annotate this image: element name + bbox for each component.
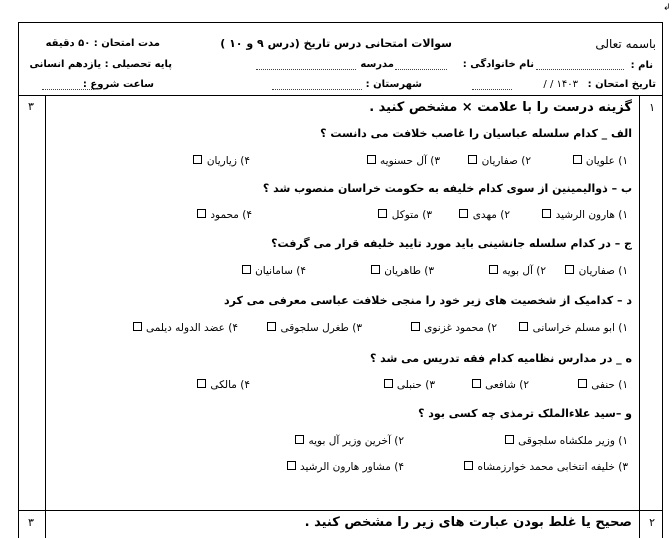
answer-option[interactable]: ۳) حنبلی	[384, 379, 435, 391]
answer-option[interactable]: ۳) آل حسنویه	[367, 155, 440, 167]
checkbox[interactable]	[459, 209, 468, 218]
answer-option[interactable]: ۲) صفاریان	[468, 155, 531, 167]
question-text: ج – در کدام سلسله جانشینی باید مورد تایید خلیفه قرار می گرفت؟	[271, 237, 632, 250]
section-title: گزینه درست را با علامت × مشخص کنید .	[369, 100, 632, 115]
start-time-blank[interactable]	[42, 89, 94, 90]
corner-mark: ↲	[663, 3, 671, 13]
checkbox[interactable]	[519, 322, 528, 331]
date-spacer-dots	[472, 89, 512, 90]
exam-sheet	[18, 22, 663, 538]
name-blank[interactable]	[536, 69, 624, 70]
exam-duration: مدت امتحان : ۵۰ دقیقه	[45, 38, 160, 49]
answer-option[interactable]: ۱) علویان	[573, 155, 628, 167]
checkbox[interactable]	[367, 155, 376, 164]
question-text: ب – ذوالیمینین از سوی کدام خلیفه به حکومت خراسان منصوب شد ؟	[262, 182, 632, 195]
answer-option[interactable]: ۴) سامانیان	[242, 265, 306, 277]
answer-option[interactable]: ۴) زیاریان	[193, 155, 250, 167]
question-text: و –سید علاءالملک ترمذی چه کسی بود ؟	[418, 407, 632, 420]
answer-option[interactable]: ۱) صفاریان	[565, 265, 628, 277]
answer-option[interactable]: ۱) هارون الرشید	[542, 209, 628, 221]
answer-option[interactable]: ۴) مشاور هارون الرشید	[287, 461, 404, 473]
city-label: شهرستان :	[365, 79, 422, 90]
answer-option[interactable]: ۴) عضد الدوله دیلمی	[133, 322, 238, 334]
answer-option[interactable]: ۴) مالکی	[197, 379, 250, 391]
question-text: الف _ کدام سلسله عباسیان را غاصب خلافت می دانست ؟	[320, 127, 632, 140]
checkbox[interactable]	[133, 322, 142, 331]
answer-option[interactable]: ۲) آل بویه	[489, 265, 546, 277]
number-column-divider	[639, 95, 640, 538]
city-blank[interactable]	[272, 89, 362, 90]
section-score: ۳	[28, 100, 34, 113]
checkbox[interactable]	[193, 155, 202, 164]
answer-option[interactable]: ۱) حنفی	[578, 379, 628, 391]
checkbox[interactable]	[464, 461, 473, 470]
section-score: ۳	[28, 516, 34, 529]
checkbox[interactable]	[468, 155, 477, 164]
start-time-label: ساعت شروع :	[82, 79, 154, 90]
checkbox[interactable]	[472, 379, 481, 388]
question-text: د – کدامیک از شخصیت های زیر خود را منجی خلافت عباسی معرفی می کرد	[224, 294, 632, 307]
checkbox[interactable]	[197, 379, 206, 388]
answer-option[interactable]: ۳) خلیفه انتخابی محمد خوارزمشاه	[464, 461, 628, 473]
answer-option[interactable]: ۱) ابو مسلم خراسانی	[519, 322, 628, 334]
checkbox[interactable]	[542, 209, 551, 218]
date-value: / / ۱۴۰۳	[543, 79, 578, 90]
checkbox[interactable]	[384, 379, 393, 388]
answer-option[interactable]: ۳) متوکل	[378, 209, 432, 221]
bismillah: باسمه تعالی	[595, 37, 656, 51]
answer-option[interactable]: ۲) مهدی	[459, 209, 510, 221]
checkbox[interactable]	[242, 265, 251, 274]
checkbox[interactable]	[578, 379, 587, 388]
question-text: ه _ در مدارس نظامیه کدام فقه تدریس می شد ؟	[369, 352, 632, 365]
checkbox[interactable]	[267, 322, 276, 331]
section-divider	[19, 510, 662, 511]
family-label: نام خانوادگی :	[462, 59, 534, 70]
answer-option[interactable]: ۱) وزیر ملکشاه سلجوقی	[505, 435, 628, 447]
section-title: صحیح یا غلط بودن عبارت های زیر را مشخص کنید .	[304, 515, 632, 530]
checkbox[interactable]	[295, 435, 304, 444]
school-blank[interactable]	[256, 69, 356, 70]
answer-option[interactable]: ۴) محمود	[197, 209, 252, 221]
date-label: تاریخ امتحان :	[587, 79, 656, 90]
school-label: مدرسه	[360, 59, 394, 70]
header-divider	[19, 95, 662, 96]
answer-option[interactable]: ۲) آخرین وزیر آل بویه	[295, 435, 404, 447]
name-label: نام :	[630, 60, 653, 71]
checkbox[interactable]	[411, 322, 420, 331]
checkbox[interactable]	[371, 265, 380, 274]
family-blank[interactable]	[395, 69, 447, 70]
checkbox[interactable]	[489, 265, 498, 274]
checkbox[interactable]	[505, 435, 514, 444]
grade-label: پایه تحصیلی : یازدهم انسانی	[29, 59, 172, 70]
answer-option[interactable]: ۳) طغرل سلجوقی	[267, 322, 362, 334]
score-column-divider	[45, 95, 46, 538]
exam-title: سوالات امتحانی درس تاریخ (درس ۹ و ۱۰ )	[220, 37, 452, 50]
checkbox[interactable]	[197, 209, 206, 218]
answer-option[interactable]: ۲) محمود غزنوی	[411, 322, 497, 334]
section-number: ۱	[649, 101, 655, 114]
section-number: ۲	[649, 516, 655, 529]
answer-option[interactable]: ۲) شافعی	[472, 379, 529, 391]
checkbox[interactable]	[565, 265, 574, 274]
checkbox[interactable]	[287, 461, 296, 470]
checkbox[interactable]	[573, 155, 582, 164]
checkbox[interactable]	[378, 209, 387, 218]
answer-option[interactable]: ۳) طاهریان	[371, 265, 434, 277]
